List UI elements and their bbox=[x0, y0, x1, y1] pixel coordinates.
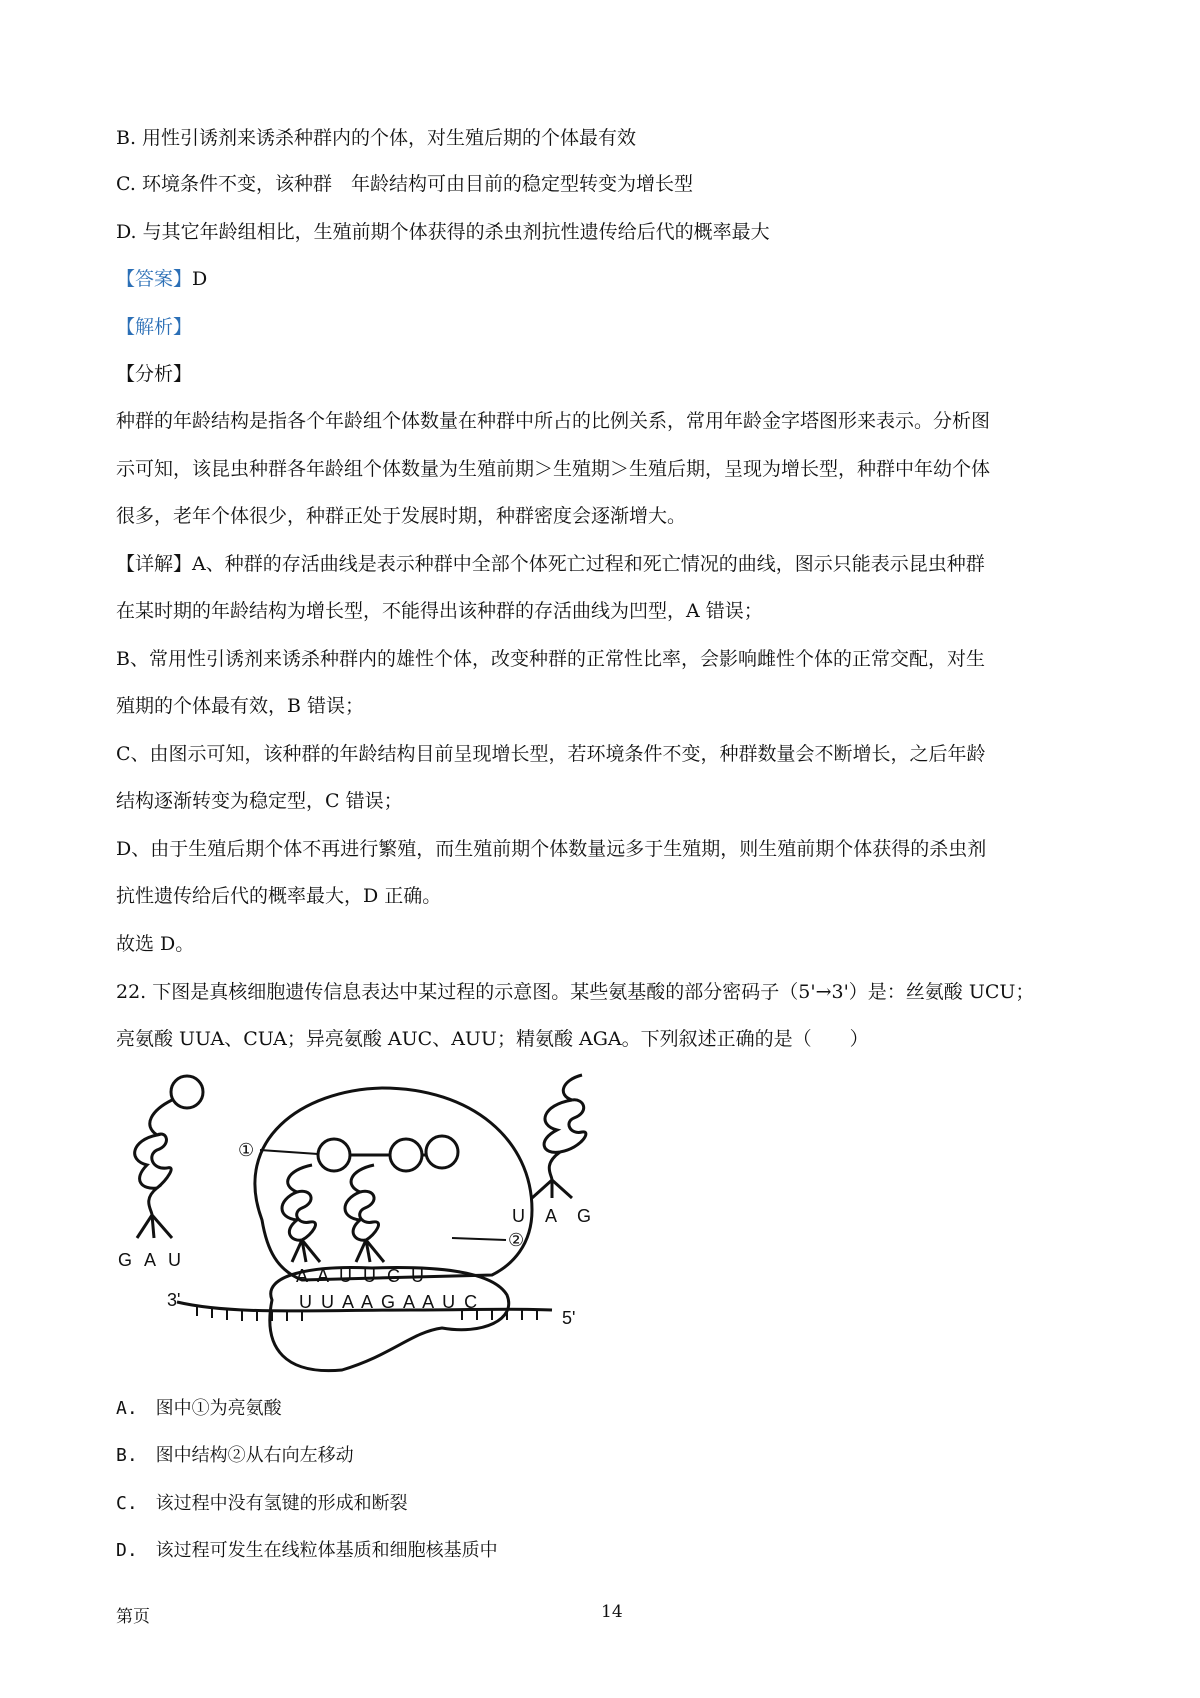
trna-right-anticodon: U A G bbox=[512, 1206, 600, 1226]
trna-middle-2-icon bbox=[345, 1165, 384, 1262]
detail-line-3: B、常用性引诱剂来诱杀种群内的雄性个体，改变种群的正常性比率，会影响雌性个体的正常交配，对生 bbox=[116, 648, 985, 670]
detail-line-2: 在某时期的年龄结构为增长型，不能得出该种群的存活曲线为凹型，A 错误； bbox=[116, 600, 763, 622]
option-b: B. 图中结构②从右向左移动 bbox=[116, 1445, 354, 1466]
question22-line-2: 亮氨酸 UUA、CUA；异亮氨酸 AUC、AUU；精氨酸 AGA。下列叙述正确的是（ ） bbox=[116, 1028, 869, 1050]
peptide-chain bbox=[318, 1136, 458, 1171]
option-c-prev: C. 环境条件不变，该种群 年龄结构可由目前的稳定型转变为增长型 bbox=[116, 173, 693, 195]
footer-left: 第页 bbox=[116, 1607, 150, 1627]
mrna-3-end-label: 3' bbox=[167, 1290, 181, 1310]
option-a: A. 图中①为亮氨酸 bbox=[116, 1398, 282, 1419]
label-1-leader bbox=[260, 1150, 318, 1154]
detail-line-5: C、由图示可知，该种群的年龄结构目前呈现增长型，若环境条件不变，种群数量会不断增长，之后年龄 bbox=[116, 743, 986, 765]
detail-line-6: 结构逐渐转变为稳定型，C 错误； bbox=[116, 790, 403, 812]
detail-line-1: 【详解】A、种群的存活曲线是表示种群中全部个体死亡过程和死亡情况的曲线，图示只能表示昆虫种群 bbox=[116, 553, 985, 575]
answer-value: D bbox=[192, 268, 208, 290]
detail-line-7: D、由于生殖后期个体不再进行繁殖，而生殖前期个体数量远多于生殖期，则生殖前期个体获得的杀虫剂 bbox=[116, 838, 987, 860]
fenxi-line-3: 很多，老年个体很少，种群正处于发展时期，种群密度会逐渐增大。 bbox=[116, 505, 687, 527]
option-d-prev: D. 与其它年龄组相比，生殖前期个体获得的杀虫剂抗性遗传给后代的概率最大 bbox=[116, 221, 770, 243]
trna-left-icon bbox=[135, 1076, 203, 1238]
trna-middle-1-icon bbox=[282, 1165, 320, 1262]
analysis-label: 【解析】 bbox=[116, 316, 193, 338]
detail-line-8: 抗性遗传给后代的概率最大，D 正确。 bbox=[116, 885, 442, 907]
answer-line bbox=[116, 265, 207, 293]
trna-right-icon bbox=[532, 1075, 586, 1198]
trna-left-anticodon: G A U bbox=[118, 1250, 186, 1270]
trna-mid-anticodons: A A U U C U bbox=[296, 1266, 428, 1286]
label-2-leader bbox=[452, 1238, 506, 1240]
option-b-prev: B. 用性引诱剂来诱杀种群内的个体，对生殖后期的个体最有效 bbox=[116, 127, 637, 149]
fenxi-label: 【分析】 bbox=[116, 363, 193, 385]
fenxi-line-1: 种群的年龄结构是指各个年龄组个体数量在种群中所占的比例关系，常用年龄金字塔图形来表示。分析图 bbox=[116, 410, 991, 432]
page-number: 14 bbox=[601, 1602, 623, 1622]
option-c: C. 该过程中没有氢键的形成和断裂 bbox=[116, 1493, 408, 1514]
option-d: D. 该过程可发生在线粒体基质和细胞核基质中 bbox=[116, 1540, 498, 1561]
translation-diagram bbox=[112, 1070, 632, 1390]
detail-line-4: 殖期的个体最有效，B 错误； bbox=[116, 695, 365, 717]
detail-line-9: 故选 D。 bbox=[116, 933, 195, 955]
fenxi-line-2: 示可知，该昆虫种群各年龄组个体数量为生殖前期＞生殖期＞生殖后期，呈现为增长型，种群中年幼个体 bbox=[116, 458, 991, 480]
label-2: ② bbox=[508, 1230, 525, 1250]
question22-line-1: 22. 下图是真核细胞遗传信息表达中某过程的示意图。某些氨基酸的部分密码子（5'→3'）是：丝氨酸 UCU； bbox=[116, 981, 1035, 1003]
mrna-codons: U U A A G A A U C bbox=[299, 1292, 480, 1312]
answer-label: 【答案】 bbox=[116, 268, 193, 290]
mrna-5-end-label: 5' bbox=[562, 1308, 576, 1328]
label-1: ① bbox=[238, 1140, 255, 1160]
